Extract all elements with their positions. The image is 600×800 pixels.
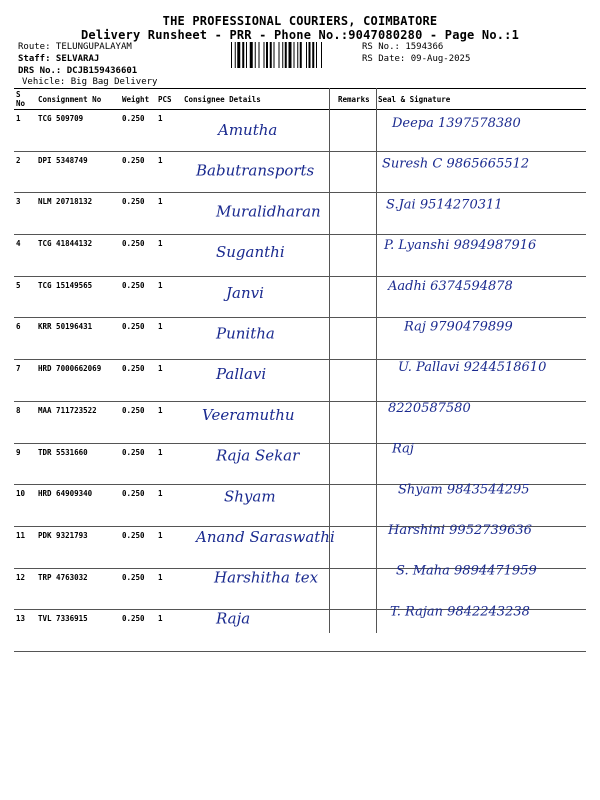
cell-pcs: 1 xyxy=(156,151,182,193)
cell-consignment: HRD 64909340 xyxy=(36,485,120,527)
remarks-cell xyxy=(336,193,376,235)
table-row xyxy=(14,610,586,652)
staff-label: Staff: SELVARAJ xyxy=(18,54,100,64)
cell-consignment: TCG 41844132 xyxy=(36,235,120,277)
consignee-handwriting: Harshitha tex xyxy=(214,568,319,587)
consignee-cell xyxy=(182,443,336,485)
signature-handwriting: Aadhi 6374594878 xyxy=(388,278,513,294)
signature-handwriting: S.Jai 9514270311 xyxy=(386,197,503,213)
cell-consignment: DPI 5348749 xyxy=(36,151,120,193)
cell-consignment: PDK 9321793 xyxy=(36,526,120,568)
consignee-handwriting: Pallavi xyxy=(216,365,267,384)
cell-consignment: MAA 711723522 xyxy=(36,401,120,443)
column-header-sno: S No xyxy=(14,89,36,110)
consignee-handwriting: Janvi xyxy=(226,283,264,302)
cell-pcs: 1 xyxy=(156,110,182,152)
rs-date: RS Date: 09-Aug-2025 xyxy=(362,54,471,64)
cell-pcs: 1 xyxy=(156,485,182,527)
signature-cell xyxy=(376,276,586,318)
remarks-cell xyxy=(336,110,376,152)
cell-pcs: 1 xyxy=(156,443,182,485)
table-row xyxy=(14,360,586,402)
cell-pcs: 1 xyxy=(156,193,182,235)
barcode-bar xyxy=(246,42,247,68)
barcode-bar xyxy=(274,42,275,68)
consignee-handwriting: Amutha xyxy=(218,121,278,139)
remarks-divider xyxy=(329,88,330,633)
cell-weight: 0.250 xyxy=(120,443,156,485)
signature-handwriting: Raj xyxy=(392,441,414,457)
cell-pcs: 1 xyxy=(156,568,182,610)
cell-sno: 6 xyxy=(14,318,36,360)
remarks-cell xyxy=(336,485,376,527)
cell-pcs: 1 xyxy=(156,235,182,277)
consignee-cell xyxy=(182,193,336,235)
signature-handwriting: T. Rajan 9842243238 xyxy=(390,604,530,620)
consignee-cell xyxy=(182,276,336,318)
cell-sno: 8 xyxy=(14,401,36,443)
table-row xyxy=(14,485,586,527)
signature-handwriting: Deepa 1397578380 xyxy=(392,116,521,131)
signature-handwriting: U. Pallavi 9244518610 xyxy=(398,360,547,376)
remarks-cell xyxy=(336,318,376,360)
cell-sno: 3 xyxy=(14,193,36,235)
remarks-cell xyxy=(336,276,376,318)
column-header-consignee: Consignee Details xyxy=(182,89,336,110)
cell-pcs: 1 xyxy=(156,526,182,568)
cell-consignment: TVL 7336915 xyxy=(36,610,120,652)
consignee-cell xyxy=(182,610,336,652)
consignee-cell xyxy=(182,401,336,443)
signature-cell xyxy=(376,110,586,152)
barcode-bar xyxy=(300,42,302,68)
table-row xyxy=(14,443,586,485)
signature-cell xyxy=(376,610,586,652)
runsheet-table xyxy=(14,88,586,652)
table-row xyxy=(14,526,586,568)
cell-weight: 0.250 xyxy=(120,193,156,235)
cell-sno: 5 xyxy=(14,276,36,318)
company-title: THE PROFESSIONAL COURIERS, COIMBATORE xyxy=(162,14,438,28)
barcode-bar xyxy=(235,42,236,68)
column-header-consignment: Consignment No xyxy=(36,89,120,110)
consignee-handwriting: Babutransports xyxy=(196,161,315,180)
barcode-bar xyxy=(316,42,317,68)
cell-consignment: TCG 15149565 xyxy=(36,276,120,318)
barcode-bar xyxy=(282,42,283,68)
signature-cell xyxy=(376,151,586,193)
barcode-image xyxy=(230,42,352,68)
consignee-cell xyxy=(182,110,336,152)
signature-divider xyxy=(376,88,377,633)
cell-sno: 11 xyxy=(14,526,36,568)
signature-handwriting: P. Lyanshi 9894987916 xyxy=(384,238,537,254)
signature-handwriting: Suresh C 9865665512 xyxy=(382,156,530,172)
signature-cell xyxy=(376,193,586,235)
remarks-cell xyxy=(336,568,376,610)
table-row xyxy=(14,318,586,360)
cell-weight: 0.250 xyxy=(120,485,156,527)
barcode-bar xyxy=(289,42,292,68)
consignee-handwriting: Veeramuthu xyxy=(202,405,295,424)
table-row xyxy=(14,151,586,193)
consignee-handwriting: Raja Sekar xyxy=(216,446,300,465)
signature-handwriting: 8220587580 xyxy=(388,400,471,416)
cell-consignment: TDR 5531660 xyxy=(36,443,120,485)
barcode-bar xyxy=(309,42,311,68)
signature-cell xyxy=(376,401,586,443)
column-header-pcs: PCS xyxy=(156,89,182,110)
signature-cell xyxy=(376,526,586,568)
barcode-bar xyxy=(306,42,307,68)
cell-weight: 0.250 xyxy=(120,318,156,360)
cell-sno: 12 xyxy=(14,568,36,610)
barcode-bar xyxy=(270,42,272,68)
cell-weight: 0.250 xyxy=(120,360,156,402)
barcode-bar xyxy=(312,42,314,68)
consignee-cell xyxy=(182,360,336,402)
column-header-remarks: Remarks xyxy=(336,89,376,110)
remarks-cell xyxy=(336,443,376,485)
cell-weight: 0.250 xyxy=(120,235,156,277)
cell-consignment: KRR 50196431 xyxy=(36,318,120,360)
cell-consignment: TCG 509709 xyxy=(36,110,120,152)
cell-pcs: 1 xyxy=(156,610,182,652)
cell-sno: 2 xyxy=(14,151,36,193)
cell-sno: 1 xyxy=(14,110,36,152)
remarks-cell xyxy=(336,401,376,443)
cell-pcs: 1 xyxy=(156,401,182,443)
column-header-weight: Weight xyxy=(120,89,156,110)
barcode-bar xyxy=(231,42,232,68)
remarks-cell xyxy=(336,526,376,568)
remarks-cell xyxy=(336,360,376,402)
signature-handwriting: S. Maha 9894471959 xyxy=(396,563,537,579)
barcode-bar xyxy=(297,42,298,68)
cell-pcs: 1 xyxy=(156,318,182,360)
consignee-cell xyxy=(182,485,336,527)
vehicle-label: Vehicle: Big Bag Delivery xyxy=(22,77,158,87)
consignee-cell xyxy=(182,235,336,277)
cell-consignment: NLM 20718132 xyxy=(36,193,120,235)
consignee-handwriting: Punitha xyxy=(216,324,275,343)
cell-pcs: 1 xyxy=(156,276,182,318)
cell-pcs: 1 xyxy=(156,360,182,402)
cell-weight: 0.250 xyxy=(120,401,156,443)
consignee-cell xyxy=(182,151,336,193)
barcode-bar xyxy=(255,42,256,68)
signature-cell xyxy=(376,360,586,402)
table-header-row xyxy=(14,89,586,110)
consignee-handwriting: Anand Saraswathi xyxy=(196,528,335,546)
table-row xyxy=(14,193,586,235)
barcode-bar xyxy=(321,42,322,68)
cell-consignment: HRD 7000662069 xyxy=(36,360,120,402)
consignee-cell xyxy=(182,318,336,360)
signature-handwriting: Raj 9790479899 xyxy=(404,319,513,335)
drs-label: DRS No.: DCJB159436601 xyxy=(18,66,138,76)
signature-cell xyxy=(376,235,586,277)
consignee-cell xyxy=(182,526,336,568)
signature-handwriting: Harshini 9952739636 xyxy=(388,523,532,538)
remarks-cell xyxy=(336,610,376,652)
cell-weight: 0.250 xyxy=(120,610,156,652)
consignee-handwriting: Suganthi xyxy=(216,243,285,262)
barcode-bar xyxy=(242,42,244,68)
cell-sno: 10 xyxy=(14,485,36,527)
remarks-cell xyxy=(336,235,376,277)
cell-weight: 0.250 xyxy=(120,526,156,568)
barcode-bar xyxy=(259,42,260,68)
cell-sno: 9 xyxy=(14,443,36,485)
barcode-bar xyxy=(279,42,280,68)
consignee-handwriting: Shyam xyxy=(224,487,276,506)
table-row xyxy=(14,110,586,152)
cell-sno: 13 xyxy=(14,610,36,652)
rs-number: RS No.: 1594366 xyxy=(362,42,444,52)
signature-handwriting: Shyam 9843544295 xyxy=(398,482,530,498)
cell-weight: 0.250 xyxy=(120,151,156,193)
table-row xyxy=(14,235,586,277)
signature-cell xyxy=(376,443,586,485)
cell-weight: 0.250 xyxy=(120,110,156,152)
table-row xyxy=(14,568,586,610)
cell-sno: 7 xyxy=(14,360,36,402)
remarks-cell xyxy=(336,151,376,193)
cell-weight: 0.250 xyxy=(120,276,156,318)
route-label: Route: TELUNGUPALAYAM xyxy=(18,42,132,52)
barcode-bar xyxy=(266,42,268,68)
signature-cell xyxy=(376,318,586,360)
signature-cell xyxy=(376,568,586,610)
table-row xyxy=(14,276,586,318)
runsheet-subtitle: Delivery Runsheet - PRR - Phone No.:9047080280 - Page No.:1 xyxy=(80,28,520,42)
table-row xyxy=(14,401,586,443)
barcode-bar xyxy=(237,42,240,68)
barcode-bar xyxy=(294,42,295,68)
barcode-bar xyxy=(264,42,265,68)
cell-consignment: TRP 4763032 xyxy=(36,568,120,610)
barcode-bar xyxy=(250,42,253,68)
cell-weight: 0.250 xyxy=(120,568,156,610)
consignee-handwriting: Muralidharan xyxy=(216,202,321,221)
consignee-handwriting: Raja xyxy=(216,609,251,628)
signature-cell xyxy=(376,485,586,527)
barcode-bar xyxy=(285,42,287,68)
column-header-signature: Seal & Signature xyxy=(376,89,586,110)
cell-sno: 4 xyxy=(14,235,36,277)
consignee-cell xyxy=(182,568,336,610)
